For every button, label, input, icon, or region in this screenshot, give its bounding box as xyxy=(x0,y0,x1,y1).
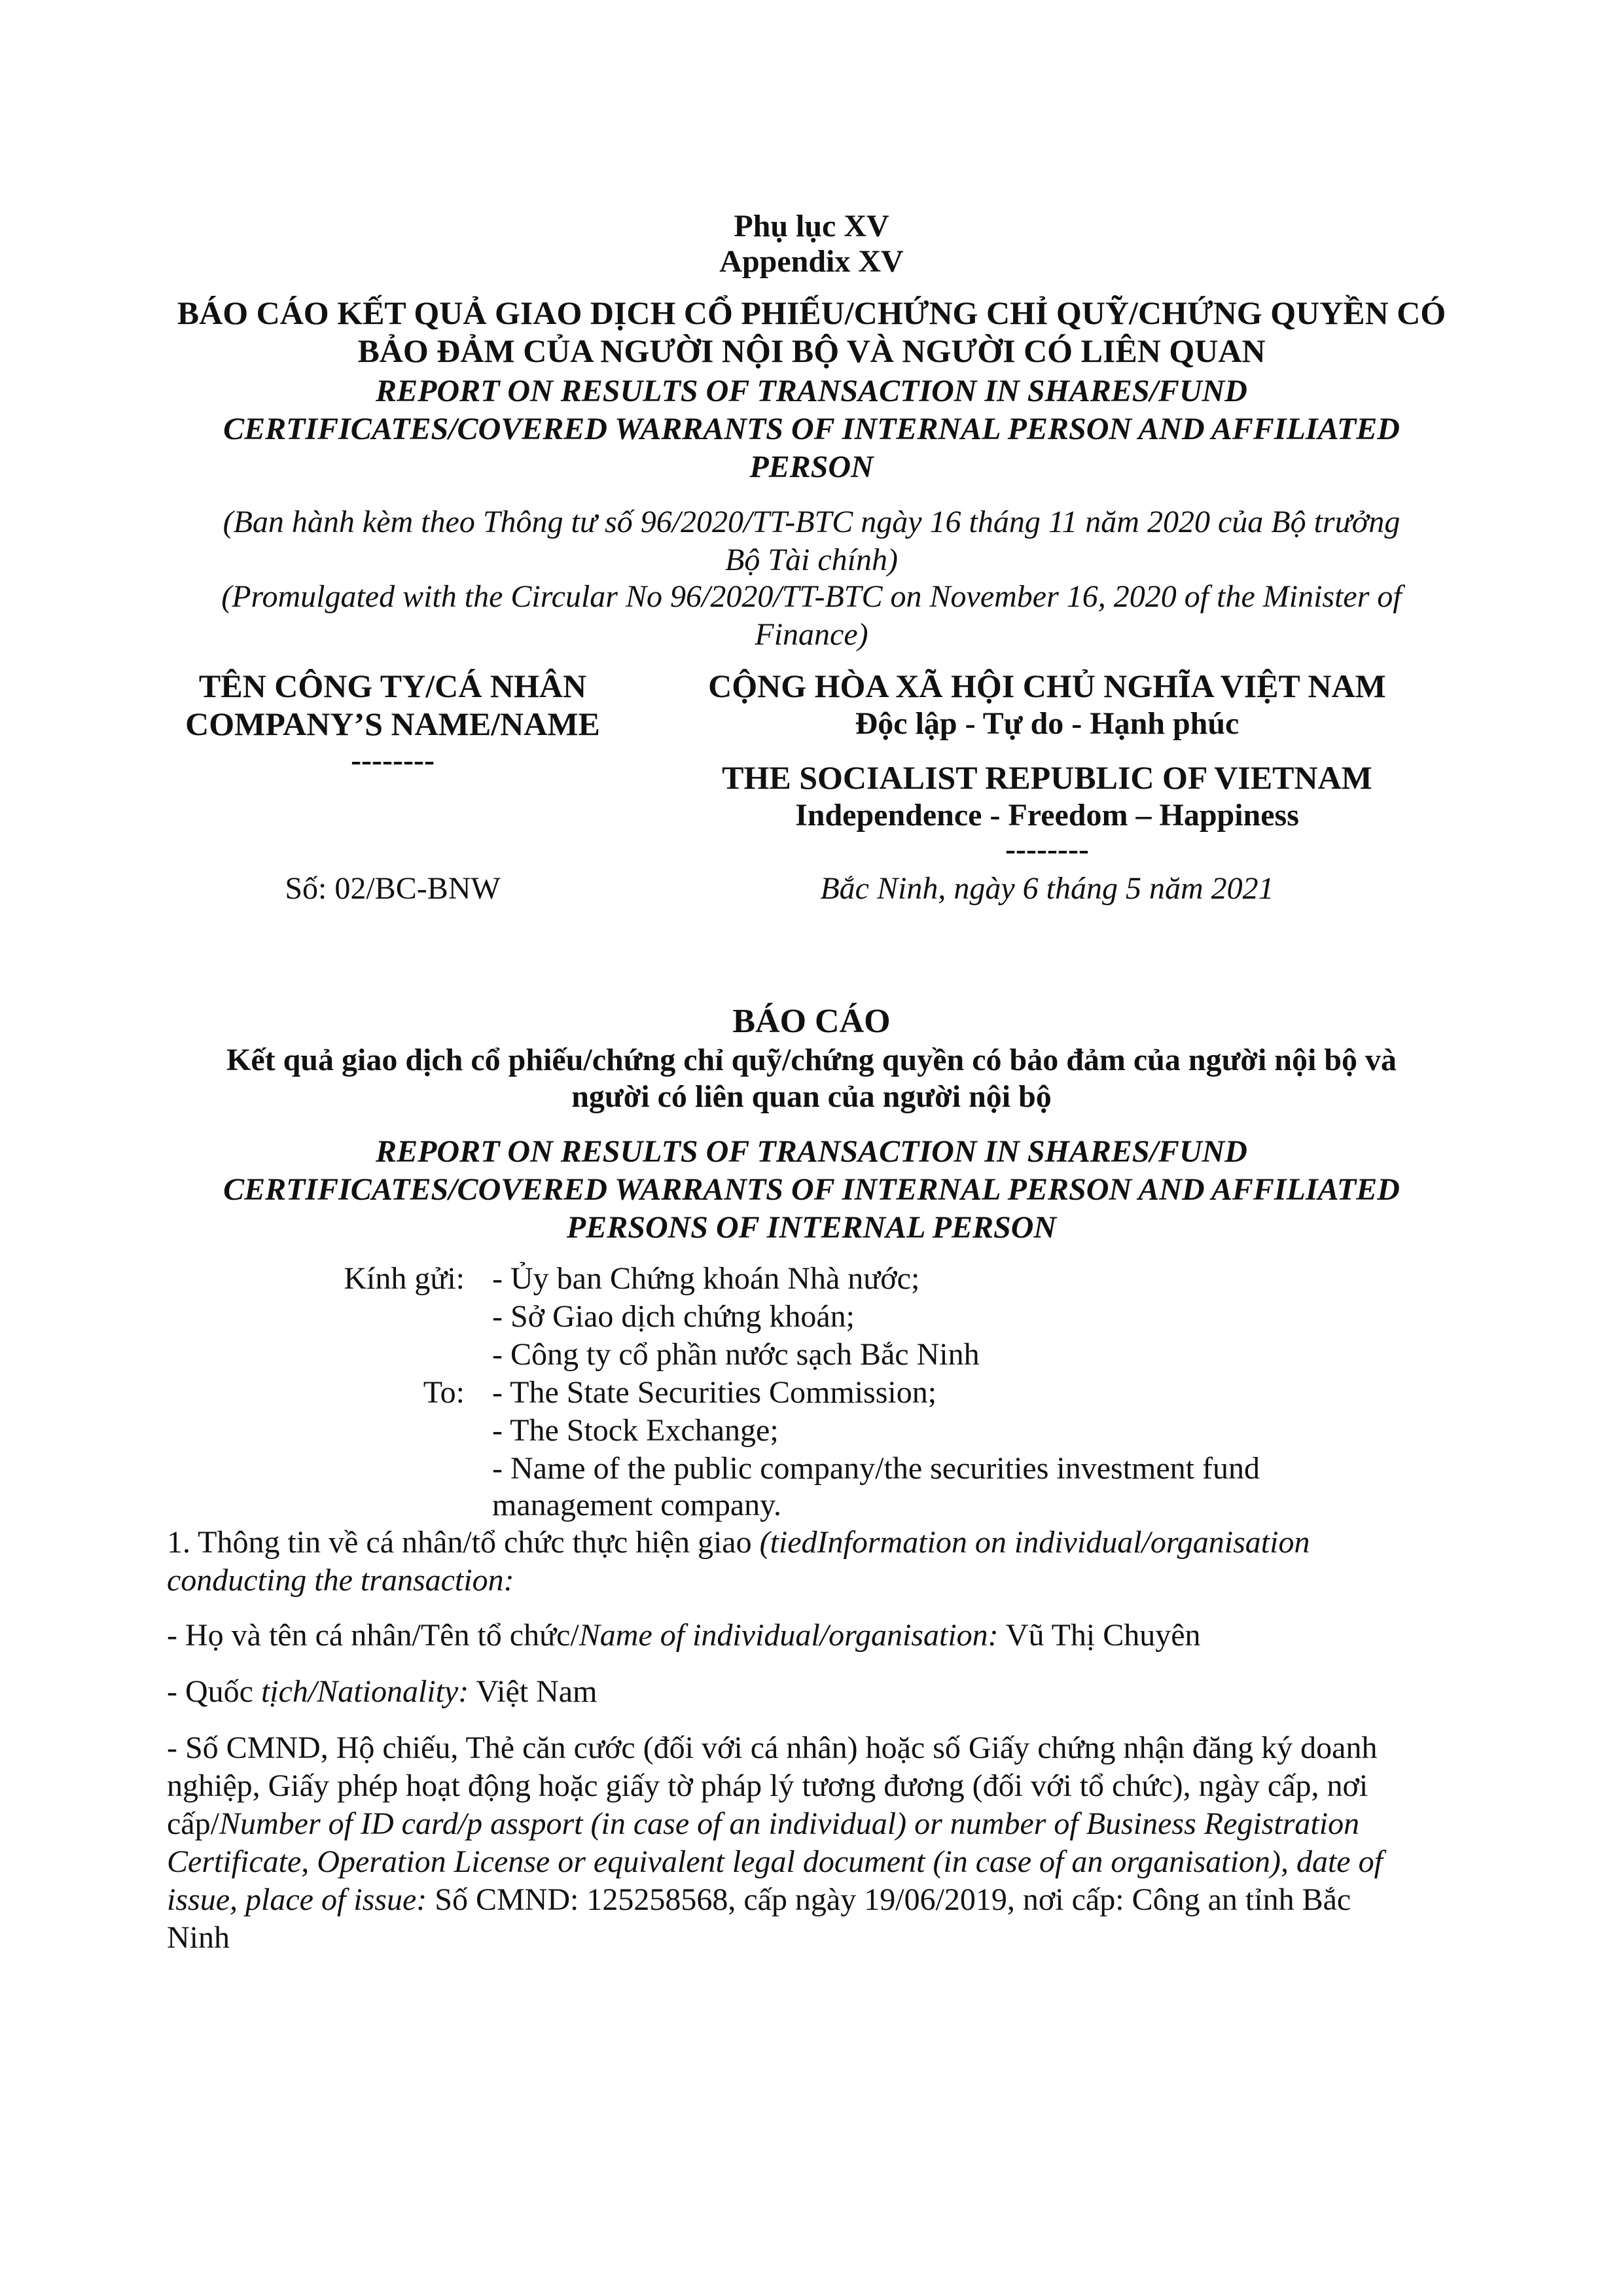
report-title-en-3: PERSONS OF INTERNAL PERSON xyxy=(566,1210,1057,1245)
promulgation-vi-1: (Ban hành kèm theo Thông tư số 96/2020/TT-BTC ngày 16 tháng 11 năm 2020 của Bộ trưởng xyxy=(223,505,1400,539)
id-line-5 xyxy=(167,1881,1450,1919)
national-name-en: THE SOCIALIST REPUBLIC OF VIETNAM xyxy=(722,759,1372,796)
company-name-label-vi: TÊN CÔNG TY/CÁ NHÂN xyxy=(198,668,587,704)
promulgation-en-1: (Promulgated with the Circular No 96/2020/TT-BTC on November 16, 2020 of the Minister of xyxy=(221,579,1402,614)
report-heading-vi: BÁO CÁO xyxy=(732,1003,891,1040)
header-title-vi-2: BẢO ĐẢM CỦA NGƯỜI NỘI BỘ VÀ NGƯỜI CÓ LIÊN QUAN xyxy=(357,332,1266,369)
recipient-item: - The State Securities Commission; xyxy=(492,1375,937,1410)
report-title-vi-1: Kết quả giao dịch cổ phiếu/chứng chỉ quỹ/chứng quyền có bảo đảm của người nội bộ và xyxy=(226,1043,1397,1077)
recipient-item: - Ủy ban Chứng khoán Nhà nước; xyxy=(492,1261,920,1296)
id-line-5-en: issue, place of issue: xyxy=(167,1882,427,1917)
promulgation-vi-2: Bộ Tài chính) xyxy=(725,543,898,577)
section1-heading-en: (tiedInformation on individual/organisation xyxy=(759,1525,1310,1560)
report-title-en-1: REPORT ON RESULTS OF TRANSACTION IN SHARES/FUND xyxy=(376,1134,1247,1169)
right-divider: -------- xyxy=(1005,832,1089,867)
place-and-date: Bắc Ninh, ngày 6 tháng 5 năm 2021 xyxy=(820,871,1274,906)
name-value: Vũ Thị Chuyên xyxy=(998,1618,1201,1653)
name-label-vi: - Họ và tên cá nhân/Tên tổ chức/ xyxy=(167,1618,579,1653)
national-motto-en: Independence - Freedom – Happiness xyxy=(795,798,1299,833)
recipient-item: - Name of the public company/the securities investment fund xyxy=(492,1451,1260,1486)
id-line-3-vi: cấp/ xyxy=(167,1806,219,1841)
header-title-en-1: REPORT ON RESULTS OF TRANSACTION IN SHARES/FUND xyxy=(376,374,1247,408)
company-name-label-en: COMPANY’S NAME/NAME xyxy=(185,706,600,742)
nationality-value: Việt Nam xyxy=(469,1674,597,1709)
section1-heading xyxy=(167,1524,1450,1562)
id-line-6: Ninh xyxy=(167,1920,230,1955)
name-label-en: Name of individual/organisation: xyxy=(579,1618,999,1653)
national-name-vi: CỘNG HÒA XÃ HỘI CHỦ NGHĨA VIỆT NAM xyxy=(708,668,1386,704)
left-divider: -------- xyxy=(351,743,435,778)
recipient-item: - Công ty cổ phần nước sạch Bắc Ninh xyxy=(492,1337,980,1372)
header-title-en-2: CERTIFICATES/COVERED WARRANTS OF INTERNAL PERSON AND AFFILIATED xyxy=(223,412,1400,446)
id-line-1: - Số CMND, Hộ chiếu, Thẻ căn cước (đối với cá nhân) hoặc số Giấy chứng nhận đăng ký doanh xyxy=(167,1731,1378,1765)
id-line-2: nghiệp, Giấy phép hoạt động hoặc giấy tờ pháp lý tương đương (đối với tổ chức), ngày cấp, nơi xyxy=(167,1768,1368,1803)
id-line-5-value: Số CMND: 125258568, cấp ngày 19/06/2019, nơi cấp: Công an tỉnh Bắc xyxy=(427,1882,1351,1917)
name-line xyxy=(167,1617,1450,1655)
appendix-vi: Phụ lục XV xyxy=(734,209,889,243)
recipients-label-vi: Kính gửi: xyxy=(344,1261,465,1296)
recipients-label-en: To: xyxy=(423,1375,465,1410)
recipient-item: - The Stock Exchange; xyxy=(492,1413,779,1448)
recipient-item: management company. xyxy=(492,1488,782,1522)
id-line-3 xyxy=(167,1805,1450,1843)
appendix-en: Appendix XV xyxy=(719,244,904,279)
promulgation-en-2: Finance) xyxy=(755,617,868,652)
id-line-4: Certificate, Operation License or equivalent legal document (in case of an organisation), date of xyxy=(167,1844,1383,1879)
document-number: Số: 02/BC-BNW xyxy=(285,871,501,906)
section1-heading-en-2: conducting the transaction: xyxy=(167,1563,514,1598)
section1-heading-vi: 1. Thông tin về cá nhân/tổ chức thực hiện giao xyxy=(167,1525,760,1560)
id-line-3-en: Number of ID card/p assport (in case of an individual) or number of Business Registration xyxy=(219,1806,1360,1841)
report-title-en-2: CERTIFICATES/COVERED WARRANTS OF INTERNAL PERSON AND AFFILIATED xyxy=(223,1172,1400,1207)
nationality-label-en: tịch/Nationality: xyxy=(260,1674,469,1709)
report-title-vi-2: người có liên quan của người nội bộ xyxy=(571,1079,1052,1114)
header-title-en-3: PERSON xyxy=(749,450,874,484)
national-motto-vi: Độc lập - Tự do - Hạnh phúc xyxy=(855,706,1240,741)
nationality-label-vi: - Quốc xyxy=(167,1674,261,1709)
nationality-line xyxy=(167,1673,1450,1711)
header-title-vi-1: BÁO CÁO KẾT QUẢ GIAO DỊCH CỔ PHIẾU/CHỨNG CHỈ QUỸ/CHỨNG QUYỀN CÓ xyxy=(177,295,1446,331)
recipient-item: - Sở Giao dịch chứng khoán; xyxy=(492,1299,855,1334)
